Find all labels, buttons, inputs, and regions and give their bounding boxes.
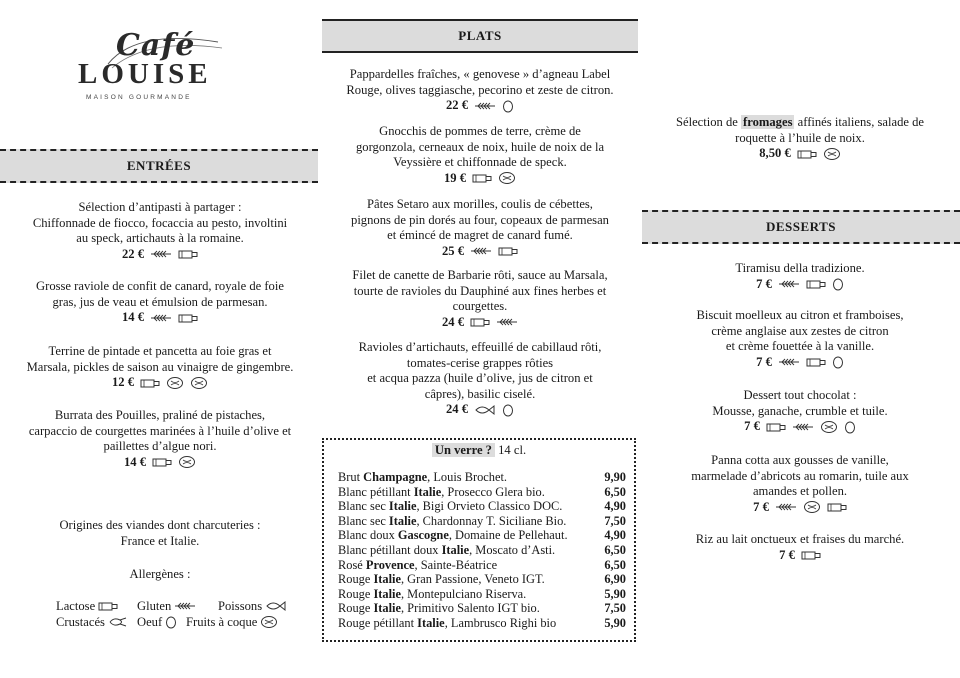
item-price: 7 € bbox=[756, 355, 844, 371]
dessert-item bbox=[640, 388, 960, 435]
gluten-icon bbox=[775, 502, 797, 512]
nuts-icon bbox=[178, 455, 196, 469]
egg-icon bbox=[832, 355, 844, 369]
lactose-icon bbox=[766, 421, 786, 433]
gluten-icon bbox=[778, 279, 800, 289]
wine-name: Rosé Provence, Sainte-Béatrice bbox=[338, 557, 498, 572]
nuts-icon bbox=[498, 171, 516, 185]
wine-price: 7,50 bbox=[604, 601, 626, 616]
item-price: 22 € bbox=[122, 247, 198, 263]
logo-maison-text: MAISON GOURMANDE bbox=[86, 94, 192, 101]
plat-item bbox=[320, 340, 640, 418]
allergen-entry: Gluten bbox=[137, 598, 196, 614]
lactose-icon bbox=[498, 245, 518, 257]
item-description-line: Gnocchis de pommes de terre, crème de bbox=[379, 124, 581, 138]
lactose-icon bbox=[470, 316, 490, 328]
item-description-line: Rouge, olives taggiasche, pecorino et zeste de citron. bbox=[346, 82, 614, 97]
wine-name: Blanc pétillant doux Italie, Moscato d’Asti. bbox=[338, 543, 556, 557]
item-description-line: Chiffonnade de fiocco, focaccia au pesto, involtini bbox=[32, 215, 288, 230]
item-description-line: amandes et pollen. bbox=[752, 484, 848, 498]
item-description-line: Terrine de pintade et pancetta au foie gras et bbox=[48, 344, 272, 358]
lactose-icon bbox=[472, 172, 492, 184]
wine-name: Rouge Italie, Primitivo Salento IGT bio. bbox=[338, 601, 540, 616]
fromages-item: Sélection de fromages affinés italiens, salade de roquette à l’huile de noix. 8,50 € bbox=[675, 115, 924, 160]
item-description-line: Riz au lait onctueux et fraises du marché. bbox=[695, 532, 905, 546]
wine-by-glass-box bbox=[322, 438, 636, 642]
wine-box-title: Un verre ? 14 cl. bbox=[324, 443, 634, 458]
lactose-icon bbox=[806, 356, 826, 368]
item-price: 7 € bbox=[753, 500, 847, 516]
item-description-line: et acqua pazza (huile d’olive, jus de citron et bbox=[367, 371, 593, 385]
gluten-icon bbox=[496, 317, 518, 327]
item-description-line: gras, jus de veau et émulsion de parmesan. bbox=[52, 294, 268, 309]
entrees-header: ENTRÉES bbox=[0, 149, 318, 183]
item-description-line: et crème fouettée à la vanille. bbox=[725, 339, 875, 353]
item-description-line: câpres), basilic ciselé. bbox=[424, 386, 536, 401]
item-description-line: pignons de pin dorés au four, copeaux de parmesan bbox=[351, 212, 609, 227]
allergens-title: Allergènes : bbox=[129, 567, 191, 581]
allergen-legend bbox=[0, 598, 320, 638]
lactose-icon bbox=[178, 312, 198, 324]
item-description-line: et émincé de magret de canard fumé. bbox=[387, 228, 573, 242]
dessert-item bbox=[640, 453, 960, 515]
entree-item bbox=[0, 408, 320, 470]
wine-name: Blanc doux Gascogne, Domaine de Pellehaut. bbox=[338, 528, 568, 543]
egg-icon bbox=[844, 420, 856, 434]
item-description-line: Grosse raviole de confit de canard, royale de foie bbox=[36, 279, 284, 293]
egg-icon bbox=[832, 277, 844, 291]
dessert-item bbox=[640, 532, 960, 563]
gluten-icon bbox=[150, 249, 172, 259]
origins-note: Origines des viandes dont charcuteries : France et Italie. bbox=[59, 518, 261, 548]
desserts-header: DESSERTS bbox=[642, 210, 960, 244]
item-description-line: Panna cotta aux gousses de vanille, bbox=[711, 453, 889, 467]
item-description-line: Filet de canette de Barbarie rôti, sauce au Marsala, bbox=[352, 268, 608, 282]
wine-price: 4,90 bbox=[604, 528, 626, 543]
lactose-icon bbox=[827, 501, 847, 513]
plat-item bbox=[320, 67, 640, 114]
wine-row bbox=[338, 528, 626, 543]
wine-price: 6,90 bbox=[604, 572, 626, 587]
wine-name: Blanc sec Italie, Bigi Orvieto Classico DOC. bbox=[338, 499, 563, 514]
item-description-line: tomates-cerise grappes rôties bbox=[406, 355, 554, 370]
wine-price: 6,50 bbox=[604, 543, 626, 557]
wine-price: 6,50 bbox=[604, 484, 626, 499]
allergen-entry: Lactose bbox=[56, 598, 118, 614]
wine-price: 7,50 bbox=[604, 513, 626, 528]
wine-row bbox=[338, 572, 626, 587]
nuts-icon bbox=[260, 615, 278, 629]
plat-item bbox=[320, 268, 640, 330]
wine-name: Blanc sec Italie, Chardonnay T. Siciliane Bio. bbox=[338, 513, 567, 528]
wine-row bbox=[338, 616, 626, 631]
allergen-entry: Crustacés bbox=[56, 614, 128, 630]
plat-item bbox=[320, 124, 640, 186]
gluten-icon bbox=[150, 313, 172, 323]
wine-row bbox=[338, 558, 626, 573]
item-description-line: Ravioles d’artichauts, effeuillé de cabillaud rôti, bbox=[358, 340, 602, 354]
item-description-line: Biscuit moelleux au citron et framboises, bbox=[696, 308, 904, 322]
nuts-icon bbox=[823, 147, 841, 161]
wine-row bbox=[338, 514, 626, 529]
item-description-line: Dessert tout chocolat : bbox=[743, 388, 857, 402]
wine-name: Rouge pétillant Italie, Lambrusco Righi bio bbox=[338, 616, 557, 630]
wine-row bbox=[338, 543, 626, 558]
nuts-icon bbox=[803, 500, 821, 514]
wine-name: Rouge Italie, Montepulciano Riserva. bbox=[338, 586, 527, 601]
dessert-item bbox=[640, 308, 960, 370]
item-description-line: Pâtes Setaro aux morilles, coulis de cébettes, bbox=[367, 197, 593, 211]
gluten-icon bbox=[792, 422, 814, 432]
allergen-entry: Fruits à coque bbox=[186, 614, 278, 630]
item-price: 12 € bbox=[112, 375, 208, 391]
nuts-icon bbox=[820, 420, 838, 434]
lactose-icon bbox=[806, 278, 826, 290]
item-description-line: crème anglaise aux zestes de citron bbox=[711, 323, 889, 338]
wine-name: Blanc pétillant Italie, Prosecco Glera bio. bbox=[338, 484, 545, 499]
egg-icon bbox=[502, 403, 514, 417]
item-description-line: au speck, artichauts à la romaine. bbox=[76, 231, 244, 245]
gluten-icon bbox=[470, 246, 492, 256]
entree-item bbox=[0, 279, 320, 326]
item-price: 14 € bbox=[122, 310, 198, 326]
plat-item bbox=[320, 197, 640, 259]
nuts-icon bbox=[166, 376, 184, 390]
item-description-line: paillettes d’algue nori. bbox=[103, 439, 217, 453]
lactose-icon bbox=[98, 600, 118, 612]
wine-price: 5,90 bbox=[604, 586, 626, 601]
wine-name: Rouge Italie, Gran Passione, Veneto IGT. bbox=[338, 572, 545, 587]
item-description-line: Veyssière et chiffonnade de speck. bbox=[393, 155, 567, 169]
item-price: 22 € bbox=[446, 98, 514, 114]
lactose-icon bbox=[152, 456, 172, 468]
item-description-line: gorgonzola, cerneaux de noix, huile de noix de la bbox=[355, 139, 605, 154]
item-price: 24 € bbox=[442, 315, 518, 331]
item-price: 7 € bbox=[779, 548, 821, 564]
shellfish-icon bbox=[108, 616, 128, 628]
entree-item bbox=[0, 200, 320, 262]
fish-icon bbox=[265, 600, 287, 612]
egg-icon bbox=[165, 615, 177, 629]
wine-price: 9,90 bbox=[604, 470, 626, 484]
gluten-icon bbox=[474, 101, 496, 111]
cafe-louise-logo bbox=[78, 28, 243, 118]
item-description-line: Marsala, pickles de saison au vinaigre de gingembre. bbox=[26, 359, 294, 374]
item-description-line: courgettes. bbox=[452, 299, 508, 313]
wine-row bbox=[338, 499, 626, 514]
gluten-icon bbox=[174, 601, 196, 611]
item-description-line: marmelade d’abricots au romarin, tuile aux bbox=[691, 468, 909, 483]
item-price: 24 € bbox=[446, 402, 514, 418]
gluten-icon bbox=[778, 357, 800, 367]
wine-price: 4,90 bbox=[604, 499, 626, 514]
item-price: 14 € bbox=[124, 455, 196, 471]
allergen-entry: Poissons bbox=[218, 598, 287, 614]
wine-name: Brut Champagne, Louis Brochet. bbox=[338, 470, 508, 484]
wine-row bbox=[338, 470, 626, 485]
item-description-line: Sélection d’antipasti à partager : bbox=[78, 200, 242, 214]
logo-louise-text: LOUISE bbox=[78, 58, 212, 90]
item-price: 7 € bbox=[744, 419, 856, 435]
lactose-icon bbox=[178, 248, 198, 260]
wine-price: 6,50 bbox=[604, 557, 626, 572]
lactose-icon bbox=[801, 549, 821, 561]
item-price: 7 € bbox=[756, 277, 844, 293]
allergen-entry: Oeuf bbox=[137, 614, 177, 630]
entree-item bbox=[0, 344, 320, 391]
wine-price: 5,90 bbox=[604, 616, 626, 630]
fish-icon bbox=[474, 404, 496, 416]
item-description-line: Tiramisu della tradizione. bbox=[735, 261, 865, 275]
item-description-line: carpaccio de courgettes marinées à l’huile d’olive et bbox=[28, 423, 292, 438]
item-description-line: Pappardelles fraîches, « genovese » d’agneau Label bbox=[349, 67, 611, 81]
nuts-icon bbox=[190, 376, 208, 390]
egg-icon bbox=[502, 99, 514, 113]
item-price: 19 € bbox=[444, 171, 516, 187]
logo-cafe-text: Café bbox=[116, 28, 196, 63]
wine-row bbox=[338, 587, 626, 602]
wine-row bbox=[338, 485, 626, 500]
dessert-item bbox=[640, 261, 960, 292]
item-description-line: tourte de ravioles du Dauphiné aux fines herbes et bbox=[353, 283, 607, 298]
lactose-icon bbox=[140, 377, 160, 389]
plats-header: PLATS bbox=[322, 19, 638, 53]
item-price: 25 € bbox=[442, 244, 518, 260]
wine-row bbox=[338, 601, 626, 616]
lactose-icon bbox=[797, 148, 817, 160]
item-description-line: Mousse, ganache, crumble et tuile. bbox=[712, 403, 888, 418]
item-description-line: Burrata des Pouilles, praliné de pistaches, bbox=[54, 408, 266, 422]
